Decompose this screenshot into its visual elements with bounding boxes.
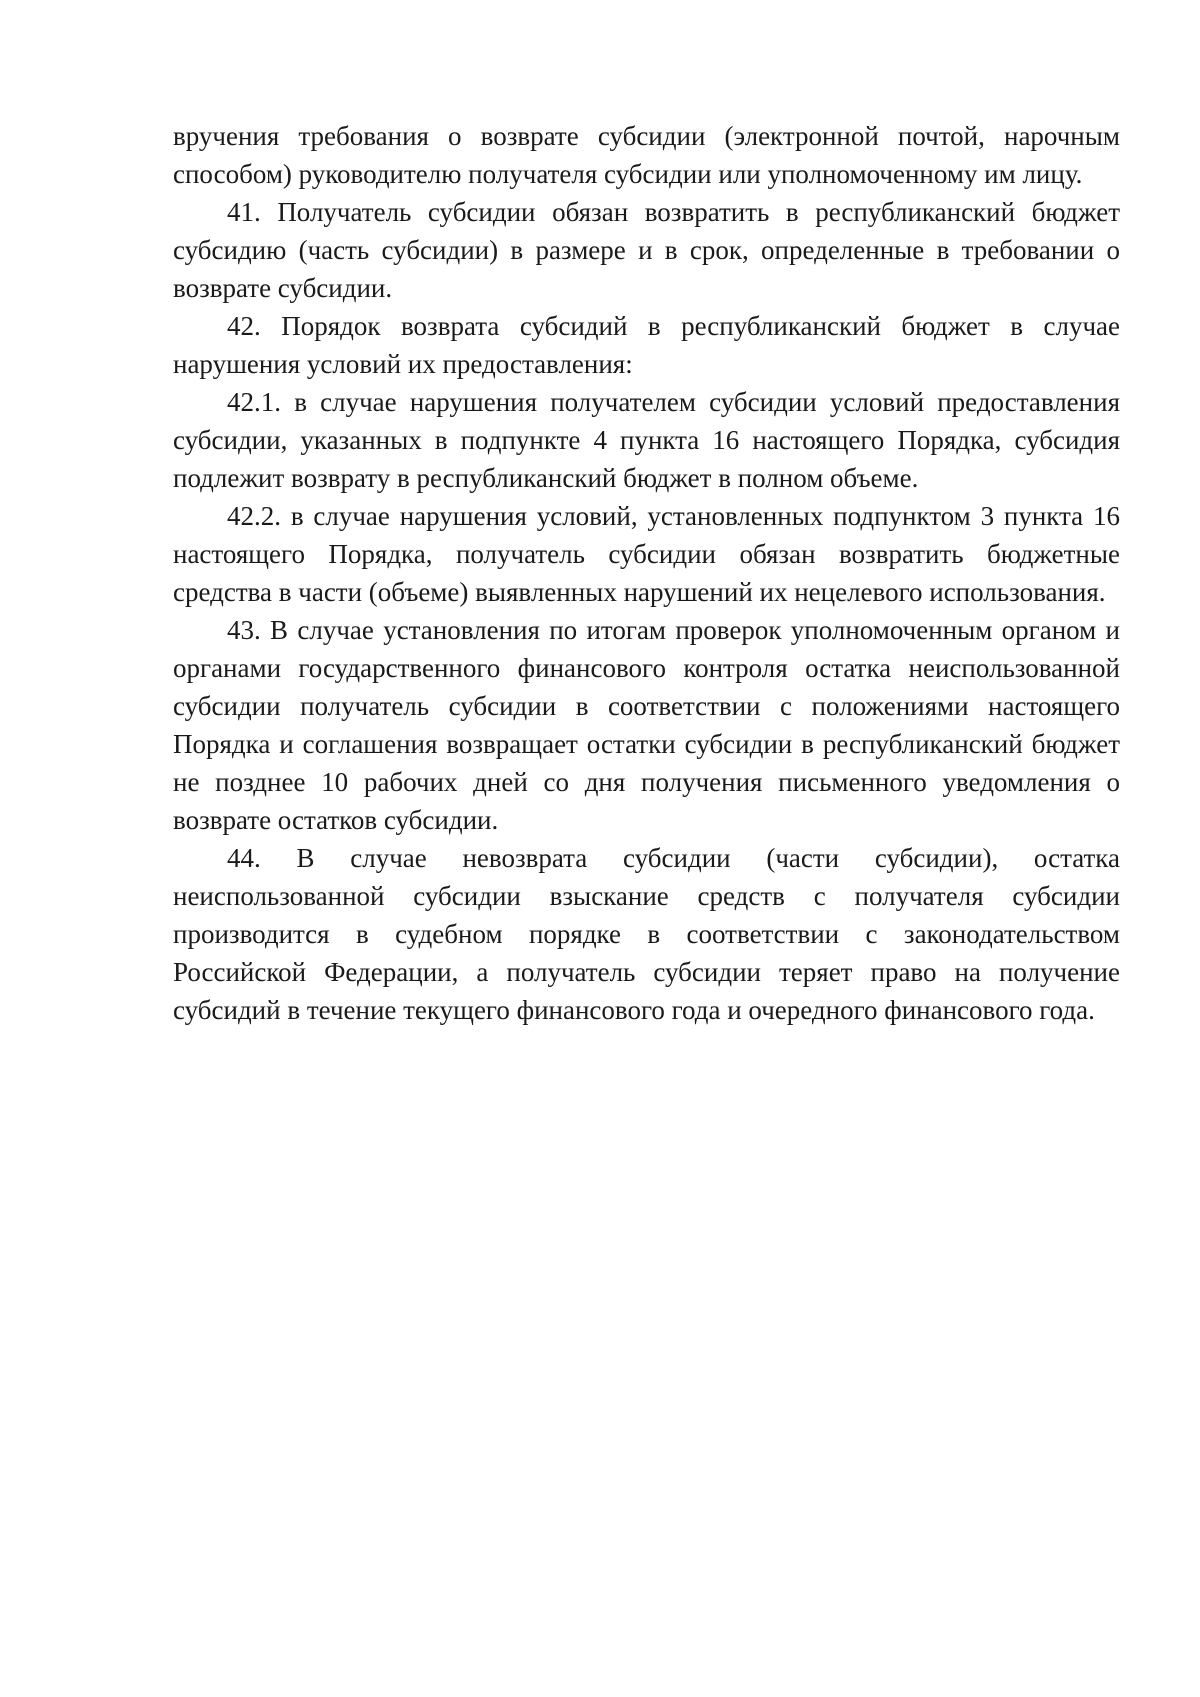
paragraph-41: 41. Получатель субсидии обязан возвратить в республиканский бюджет субсидию (часть субсидии) в размере и в срок, определенные в требовании о возврате субсидии. xyxy=(173,197,1120,303)
paragraph-42-2: 42.2. в случае нарушения условий, установленных подпунктом 3 пункта 16 настоящего Порядка, получатель субсидии обязан возвратить бюджетные средства в части (объеме) выявленных нарушений их нецелевого использования. xyxy=(173,501,1120,607)
paragraph-44: 44. В случае невозврата субсидии (части субсидии), остатка неиспользованной субсидии взыскание средств с получателя субсидии производится в судебном порядке в соответствии с законодательством Российской Федерации, а получатель субсидии теряет право на получение субсидий в течение текущего финансового года и очередного финансового года. xyxy=(173,843,1120,1025)
paragraph-42: 42. Порядок возврата субсидий в республиканский бюджет в случае нарушения условий их предоставления: xyxy=(173,311,1120,379)
paragraph-43: 43. В случае установления по итогам проверок уполномоченным органом и органами государственного финансового контроля остатка неиспользованной субсидии получатель субсидии в соответствии с положениями настоящего Порядка и соглашения возвращает остатки субсидии в республиканский бюджет не позднее 10 рабочих дней со дня получения письменного уведомления о возврате остатков субсидии. xyxy=(173,615,1120,835)
paragraph-42-1: 42.1. в случае нарушения получателем субсидии условий предоставления субсидии, указанных в подпункте 4 пункта 16 настоящего Порядка, субсидия подлежит возврату в республиканский бюджет в полном объеме. xyxy=(173,387,1120,493)
document-page xyxy=(173,117,1120,1029)
paragraph-continuation: вручения требования о возврате субсидии (электронной почтой, нарочным способом) руководителю получателя субсидии или уполномоченному им лицу. xyxy=(173,121,1120,189)
